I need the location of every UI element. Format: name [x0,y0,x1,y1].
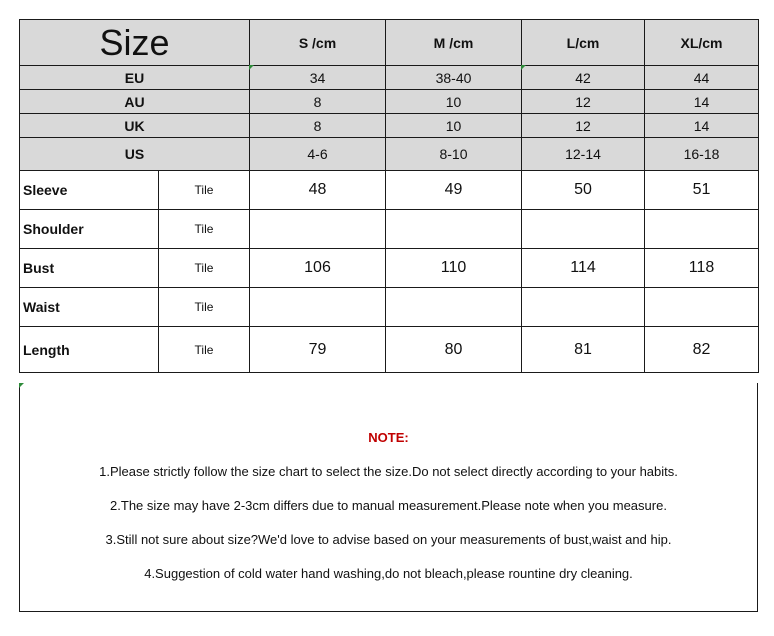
measurement-value: 48 [250,171,386,210]
measurement-row-bust [20,249,759,288]
region-row-eu [20,66,759,90]
header-row [20,20,759,66]
measurement-value: 79 [250,327,386,373]
region-value: 10 [386,114,522,138]
measurement-name: Bust [20,249,159,288]
region-name: UK [20,114,250,138]
region-value: 42 [522,66,645,90]
measurement-value: 106 [250,249,386,288]
measurement-value: 80 [386,327,522,373]
note-line-1: 1.Please strictly follow the size chart to select the size.Do not select directly according to your habits. [99,464,678,479]
measurement-value [250,210,386,249]
measurement-value: 51 [645,171,759,210]
region-value: 44 [645,66,759,90]
region-value: 38-40 [386,66,522,90]
measurement-name: Waist [20,288,159,327]
column-header-m: M /cm [386,20,522,66]
size-title: Size [20,20,250,66]
region-value: 10 [386,90,522,114]
region-row-au [20,90,759,114]
column-header-xl: XL/cm [645,20,759,66]
size-table [19,19,759,373]
note-line-3: 3.Still not sure about size?We'd love to advise based on your measurements of bust,waist and hip. [105,532,672,547]
column-header-s: S /cm [250,20,386,66]
measurement-value: 114 [522,249,645,288]
note-line-2: 2.The size may have 2-3cm differs due to manual measurement.Please note when you measure. [110,498,667,513]
marker-icon [249,65,254,70]
measurement-type: Tile [159,171,250,210]
marker-icon [521,65,526,70]
measurement-type: Tile [159,327,250,373]
region-value: 34 [250,66,386,90]
measurement-value [645,210,759,249]
measurement-value [386,210,522,249]
size-chart [19,19,758,373]
measurement-type: Tile [159,210,250,249]
measurement-value: 81 [522,327,645,373]
region-name: US [20,138,250,171]
region-name: EU [20,66,250,90]
measurement-value [645,288,759,327]
measurement-value [386,288,522,327]
region-value: 12-14 [522,138,645,171]
note-line-4: 4.Suggestion of cold water hand washing,do not bleach,please rountine dry cleaning. [144,566,633,581]
measurement-name: Length [20,327,159,373]
region-value: 8 [250,114,386,138]
region-value: 14 [645,114,759,138]
region-value: 8 [250,90,386,114]
region-value: 4-6 [250,138,386,171]
measurement-value: 118 [645,249,759,288]
region-value: 14 [645,90,759,114]
region-value: 12 [522,90,645,114]
measurement-value: 110 [386,249,522,288]
region-value: 8-10 [386,138,522,171]
measurement-value: 82 [645,327,759,373]
measurement-name: Sleeve [20,171,159,210]
region-name: AU [20,90,250,114]
measurement-type: Tile [159,249,250,288]
measurement-row-sleeve [20,171,759,210]
measurement-row-waist [20,288,759,327]
measurement-value [522,210,645,249]
measurement-row-length [20,327,759,373]
measurement-value [522,288,645,327]
measurement-value [250,288,386,327]
marker-icon [19,383,24,388]
region-row-uk [20,114,759,138]
measurement-value: 50 [522,171,645,210]
region-row-us [20,138,759,171]
notes-panel [19,383,758,612]
measurement-row-shoulder [20,210,759,249]
column-header-l: L/cm [522,20,645,66]
note-title: NOTE: [368,430,409,445]
region-value: 12 [522,114,645,138]
measurement-name: Shoulder [20,210,159,249]
region-value: 16-18 [645,138,759,171]
measurement-value: 49 [386,171,522,210]
measurement-type: Tile [159,288,250,327]
